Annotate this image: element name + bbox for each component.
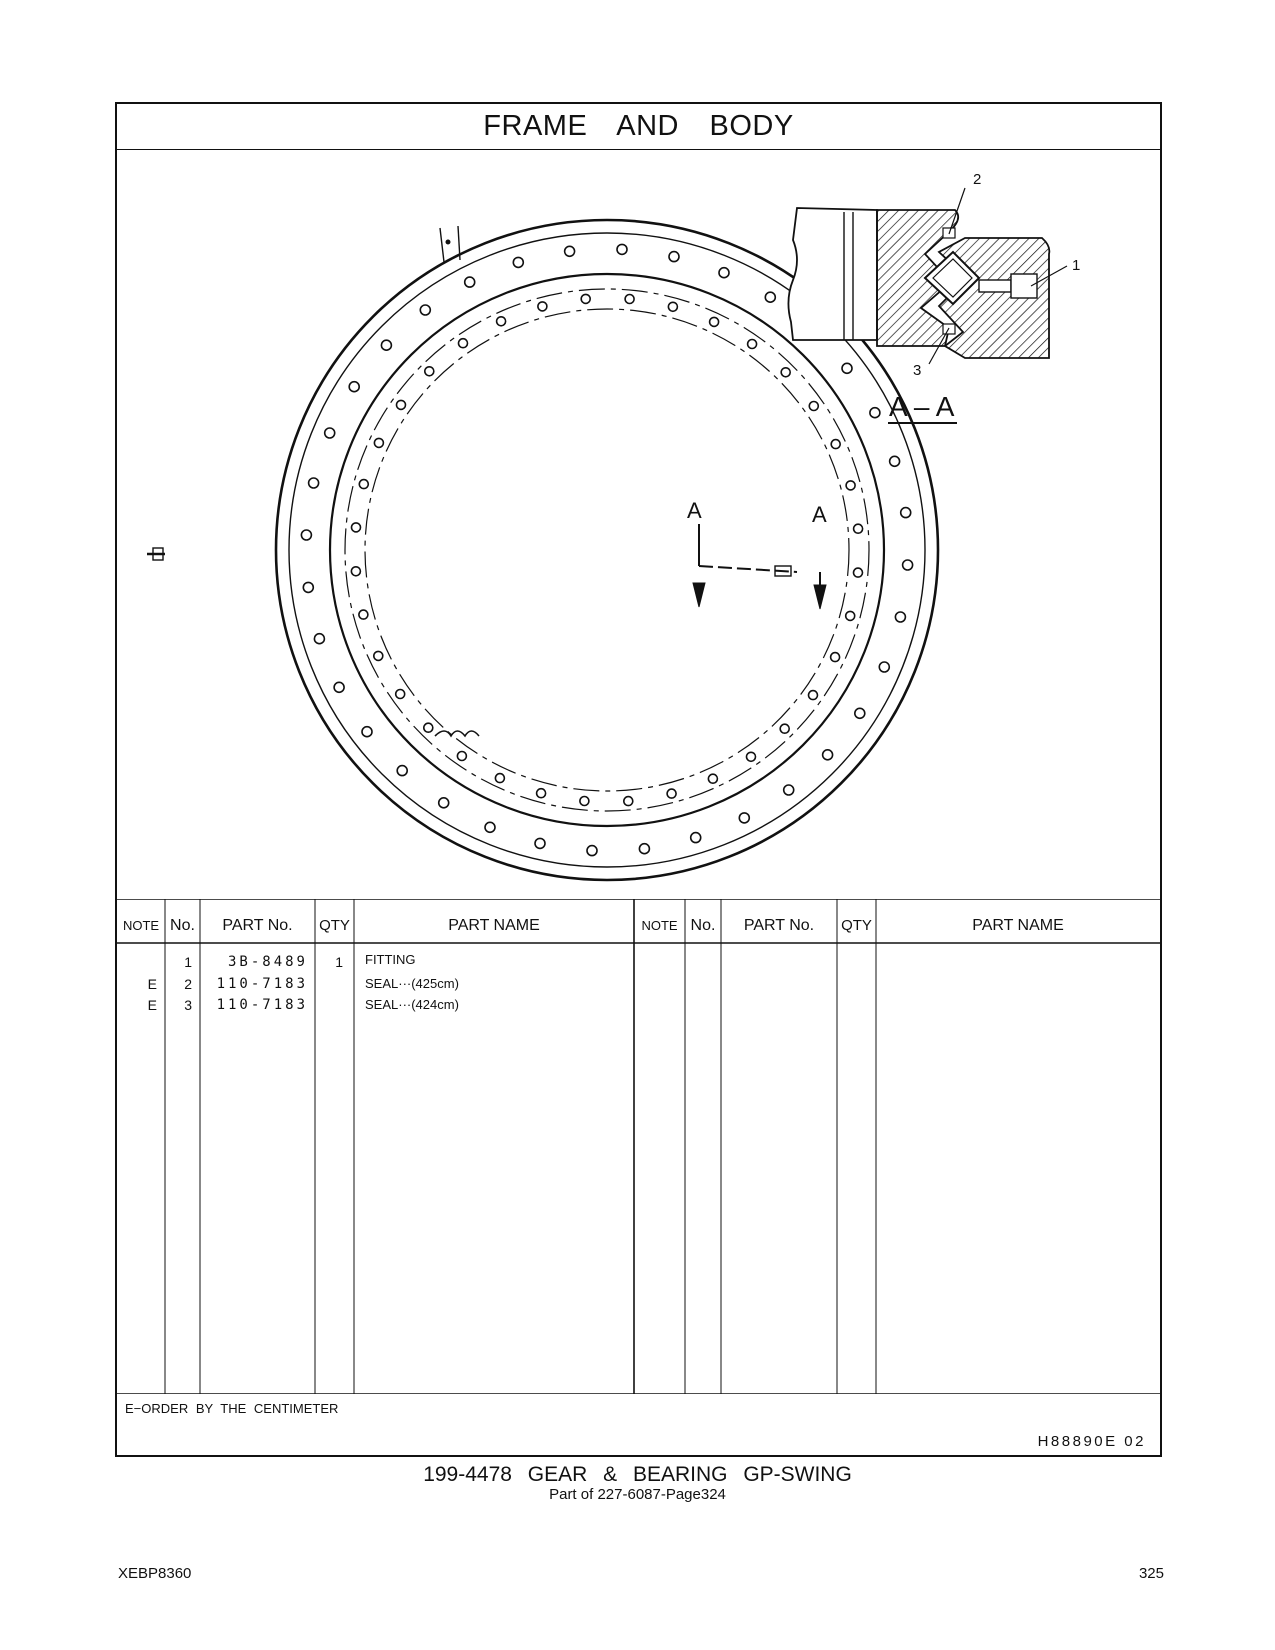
col-header-part-name-2: PART NAME (972, 917, 1064, 934)
bolt-hole (784, 785, 794, 795)
col-header-no-2: No. (690, 917, 716, 934)
bolt-hole (895, 612, 905, 622)
gear-bearing-drawing (117, 150, 1160, 900)
row-1-note (117, 951, 157, 973)
row-1-part-name: FITTING (365, 952, 416, 967)
drawing-reference: H88890E 02 (1037, 1433, 1146, 1450)
bolt-hole (747, 752, 756, 761)
bolt-hole (351, 567, 360, 576)
bolt-hole (748, 340, 757, 349)
callout-1: 1 (1072, 257, 1081, 274)
bolt-hole (581, 294, 590, 303)
bolt-hole (780, 724, 789, 733)
bolt-hole (334, 682, 344, 692)
bolt-hole (691, 833, 701, 843)
bolt-hole (538, 302, 547, 311)
parts-sheet-frame (115, 102, 1162, 1457)
bolt-hole (303, 582, 313, 592)
bolt-hole (425, 367, 434, 376)
bolt-hole (667, 789, 676, 798)
row-3-no: 3 (184, 997, 192, 1013)
col-header-part-name: PART NAME (448, 917, 540, 934)
sheet-header (117, 104, 1160, 150)
bolt-hole (439, 798, 449, 808)
bolt-hole (352, 523, 361, 532)
bolt-hole (513, 257, 523, 267)
bolt-hole (669, 252, 679, 262)
bolt-hole (823, 750, 833, 760)
bolt-hole (809, 691, 818, 700)
bolt-hole (625, 295, 634, 304)
row-1-qty: 1 (335, 954, 343, 970)
sheet-title: FRAME AND BODY (483, 110, 794, 142)
bolt-hole (903, 560, 913, 570)
bolt-hole (314, 634, 324, 644)
col-header-no: No. (170, 917, 195, 934)
bolt-hole (710, 317, 719, 326)
row-2-no: 2 (184, 976, 192, 992)
bolt-hole (719, 268, 729, 278)
bolt-hole (739, 813, 749, 823)
row-1-no: 1 (184, 954, 192, 970)
bolt-hole (580, 797, 589, 806)
col-header-qty: QTY (319, 917, 350, 934)
col-header-qty-2: QTY (841, 917, 872, 934)
section-label: A – A (889, 391, 955, 422)
bolt-hole (879, 662, 889, 672)
bolt-hole (901, 508, 911, 518)
row-1-part-no: 3B-8489 (227, 954, 308, 970)
bolt-hole (424, 723, 433, 732)
bolt-hole (381, 340, 391, 350)
bolt-hole (537, 789, 546, 798)
group-title: 199-4478 GEAR & BEARING GP-SWING (423, 1463, 852, 1486)
section-cut-marker (687, 498, 827, 609)
bolt-hole (854, 524, 863, 533)
bolt-hole (624, 797, 633, 806)
row-2-qty (315, 973, 343, 995)
bolt-hole (809, 402, 818, 411)
bolt-hole (831, 653, 840, 662)
section-mark-left: A (687, 498, 702, 523)
bolt-hole (639, 844, 649, 854)
section-mark-right: A (812, 502, 827, 527)
bolt-hole (565, 246, 575, 256)
bolt-hole (668, 302, 677, 311)
row-2-note: E (147, 976, 157, 992)
bolt-hole (397, 400, 406, 409)
row-3-qty (315, 994, 343, 1016)
row-2-part-no: 110-7183 (216, 976, 308, 992)
bolt-hole (855, 708, 865, 718)
bolt-hole (349, 382, 359, 392)
bolt-hole (708, 774, 717, 783)
order-note: E−ORDER BY THE CENTIMETER (125, 1401, 339, 1416)
row-3-part-name: SEAL···(424cm) (365, 997, 459, 1012)
row-3-note: E (147, 997, 157, 1013)
section-view-a-a (788, 171, 1080, 379)
publication-number: XEBP8360 (118, 1565, 192, 1582)
bolt-hole (617, 244, 627, 254)
bolt-hole (870, 408, 880, 418)
row-3-part-no: 110-7183 (216, 997, 308, 1013)
col-header-part-no-2: PART No. (743, 917, 815, 934)
inner-bolt-holes (351, 294, 862, 805)
bolt-hole (459, 339, 468, 348)
bolt-hole (765, 292, 775, 302)
bolt-hole (362, 727, 372, 737)
col-header-note: NOTE (122, 918, 160, 933)
bolt-hole (495, 774, 504, 783)
bolt-hole (465, 277, 475, 287)
col-header-part-no: PART No. (222, 917, 293, 934)
bolt-hole (890, 456, 900, 466)
bolt-hole (497, 317, 506, 326)
col-header-note-2: NOTE (641, 918, 678, 933)
group-subtitle: Part of 227-6087-Page324 (549, 1486, 726, 1503)
callout-3: 3 (913, 362, 922, 379)
bolt-hole (301, 530, 311, 540)
bolt-hole (854, 568, 863, 577)
bolt-hole (846, 611, 855, 620)
bolt-hole (359, 480, 368, 489)
bolt-hole (846, 481, 855, 490)
bolt-hole (842, 363, 852, 373)
bolt-hole (397, 766, 407, 776)
page-number: 325 (1138, 1565, 1164, 1582)
callout-2: 2 (973, 171, 982, 188)
bolt-hole (309, 478, 319, 488)
bolt-hole (831, 440, 840, 449)
bolt-hole (359, 610, 368, 619)
bolt-hole (781, 368, 790, 377)
bolt-hole (485, 822, 495, 832)
bolt-hole (535, 838, 545, 848)
row-2-part-name: SEAL···(425cm) (365, 976, 459, 991)
bolt-hole (396, 690, 405, 699)
bolt-hole (587, 846, 597, 856)
bolt-hole (374, 438, 383, 447)
bolt-hole (457, 752, 466, 761)
bolt-hole (374, 651, 383, 660)
bolt-hole (420, 305, 430, 315)
bolt-hole (325, 428, 335, 438)
